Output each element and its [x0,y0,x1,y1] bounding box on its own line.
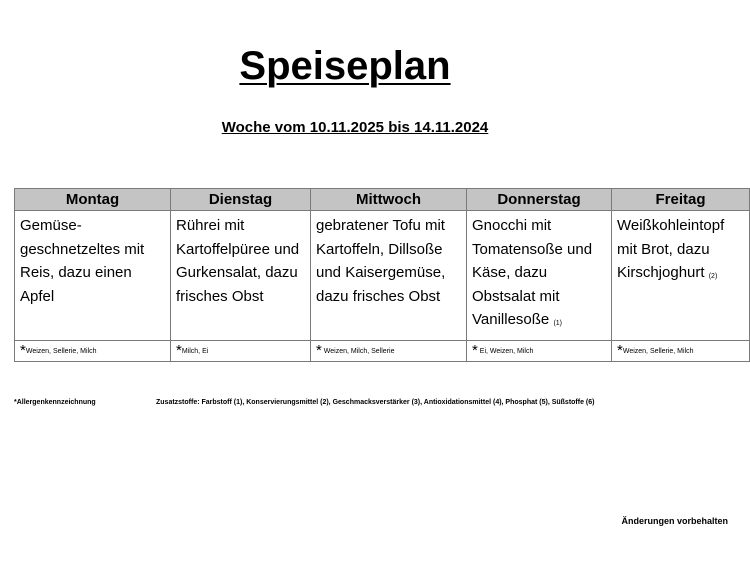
allergens-thursday [467,341,612,362]
day-header-row [15,189,750,211]
day-header-tuesday: Dienstag [171,189,311,211]
dish-monday [15,211,171,341]
day-header-thursday: Donnerstag [467,189,612,211]
day-header-monday: Montag [15,189,171,211]
allergen-list: Weizen, Sellerie, Milch [622,348,694,355]
dish-text: Gemüse-geschnetzeltes mit Reis, dazu einen Apfel [20,217,145,305]
allergens-friday [612,341,750,362]
dish-wednesday [311,211,467,341]
dish-tuesday [171,211,311,341]
allergen-list: Milch, Ei [181,348,209,355]
allergen-marker: * [472,342,478,359]
dish-text: Weißkohleintopf mit Brot, dazu Kirschjoghurt [617,217,725,281]
allergens-monday [15,341,171,362]
additive-note: (1) [553,320,562,327]
dish-row [15,211,750,341]
day-header-friday: Freitag [612,189,750,211]
dish-thursday [467,211,612,341]
page-title: Speiseplan [239,44,451,88]
allergen-footnote: *Allergenkennzeichnung [14,399,96,406]
allergen-marker: * [176,342,182,359]
allergens-wednesday [311,341,467,362]
additive-note: (2) [708,273,718,280]
dish-text: Rührei mit Kartoffelpüree und Gurkensalat, dazu frisches Obst [176,217,300,305]
additives-footnote: Zusatzstoffe: Farbstoff (1), Konservierungsmittel (2), Geschmacksverstärker (3), Antioxidationsmittel (4), Phosphat (5), Süßstoffe (6) [156,399,595,406]
allergen-marker: * [20,342,26,359]
week-range: Woche vom 10.11.2025 bis 14.11.2024 [221,119,489,136]
changes-note: Änderungen vorbehalten [621,516,728,526]
allergen-marker: * [316,342,322,359]
day-header-wednesday: Mittwoch [311,189,467,211]
allergen-row [15,341,750,362]
dish-text: gebratener Tofu mit Kartoffeln, Dillsoße und Kaisergemüse, dazu frisches Obst [316,217,446,305]
dish-text: Gnocchi mit Tomatensoße und Käse, dazu Obstsalat mit Vanillesoße [472,217,593,328]
dish-friday [612,211,750,341]
menu-table [14,188,750,362]
allergen-list: Ei, Weizen, Milch [479,348,534,355]
allergen-list: Weizen, Sellerie, Milch [25,348,97,355]
allergens-tuesday [171,341,311,362]
allergen-list: Weizen, Milch, Sellerie [323,348,395,355]
allergen-marker: * [617,342,623,359]
